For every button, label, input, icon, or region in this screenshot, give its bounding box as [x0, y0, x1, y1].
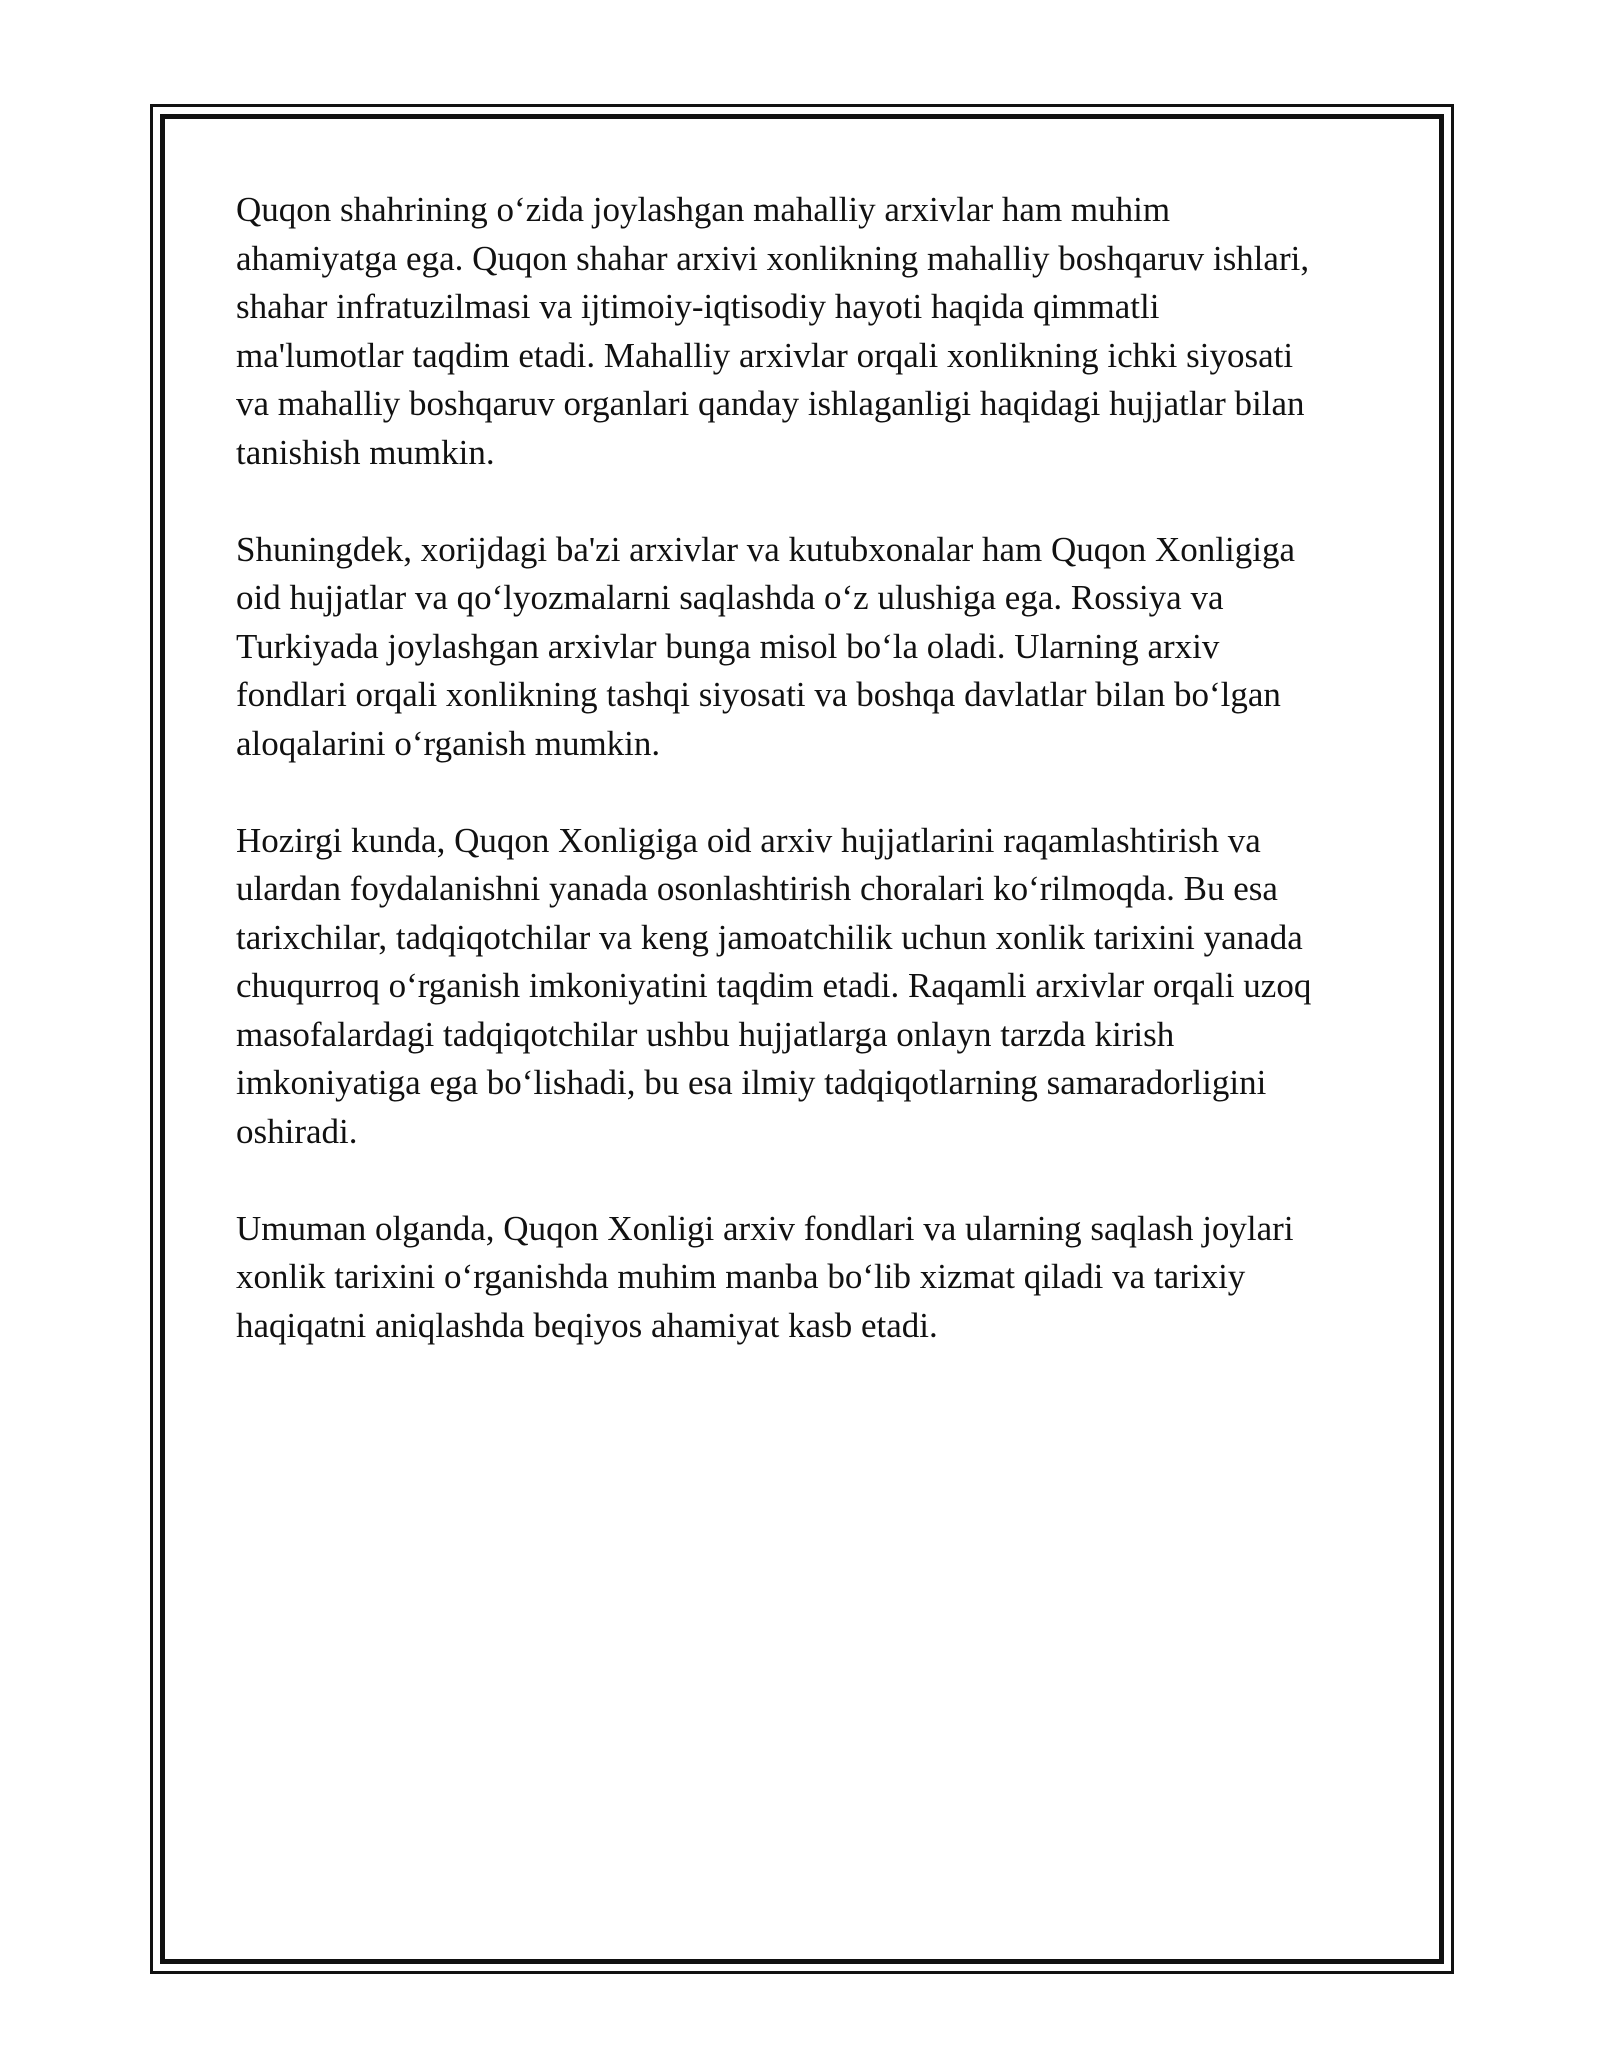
- text-line: Shuningdek, xorijdagi ba'zi arxivlar va kutubxonalar ham Quqon Xonligiga: [236, 529, 1295, 569]
- text-line: Turkiyada joylashgan arxivlar bunga misol bo‘la oladi. Ularning arxiv: [236, 626, 1220, 666]
- paragraph-foreign-archives: [236, 526, 1396, 769]
- text-line: oid hujjatlar va qo‘lyozmalarni saqlashda o‘z ulushiga ega. Rossiya va: [236, 578, 1224, 617]
- text-line: tarixchilar, tadqiqotchilar va keng jamoatchilik uchun xonlik tarixini yanada: [236, 917, 1303, 957]
- text-line: Hozirgi kunda, Quqon Xonligiga oid arxiv hujjatlarini raqamlashtirish va: [236, 820, 1261, 860]
- text-line: haqiqatni aniqlashda beqiyos ahamiyat kasb etadi.: [236, 1305, 938, 1345]
- text-line: chuqurroq o‘rganish imkoniyatini taqdim etadi. Raqamli arxivlar orqali uzoq: [236, 966, 1312, 1005]
- text-line: Umuman olganda, Quqon Xonligi arxiv fondlari va ularning saqlash joylari: [236, 1208, 1294, 1248]
- text-line: masofalardagi tadqiqotchilar ushbu hujjatlarga onlayn tarzda kirish: [236, 1014, 1175, 1054]
- text-line: ulardan foydalanishni yanada osonlashtirish choralari ko‘rilmoqda. Bu esa: [236, 869, 1278, 908]
- text-line: shahar infratuzilmasi va ijtimoiy-iqtisodiy hayoti haqida qimmatli: [236, 287, 1160, 326]
- document-body: [236, 186, 1396, 1399]
- paragraph-digitization: [236, 817, 1396, 1157]
- text-line: xonlik tarixini o‘rganishda muhim manba bo‘lib xizmat qiladi va tarixiy: [236, 1257, 1246, 1296]
- text-line: imkoniyatiga ega bo‘lishadi, bu esa ilmiy tadqiqotlarning samaradorligini: [236, 1063, 1267, 1102]
- text-line: ahamiyatga ega. Quqon shahar arxivi xonlikning mahalliy boshqaruv ishlari,: [236, 238, 1310, 278]
- text-line: Quqon shahrining o‘zida joylashgan mahalliy arxivlar ham muhim: [236, 190, 1171, 229]
- text-line: oshiradi.: [236, 1111, 358, 1151]
- paragraph-local-archives: [236, 186, 1396, 477]
- text-line: aloqalarini o‘rganish mumkin.: [236, 723, 661, 763]
- paragraph-conclusion: [236, 1205, 1396, 1351]
- text-line: va mahalliy boshqaruv organlari qanday ishlaganligi haqidagi hujjatlar bilan: [236, 384, 1305, 423]
- text-line: ma'lumotlar taqdim etadi. Mahalliy arxivlar orqali xonlikning ichki siyosati: [236, 335, 1294, 375]
- text-line: tanishish mumkin.: [236, 432, 495, 472]
- text-line: fondlari orqali xonlikning tashqi siyosati va boshqa davlatlar bilan bo‘lgan: [236, 675, 1281, 714]
